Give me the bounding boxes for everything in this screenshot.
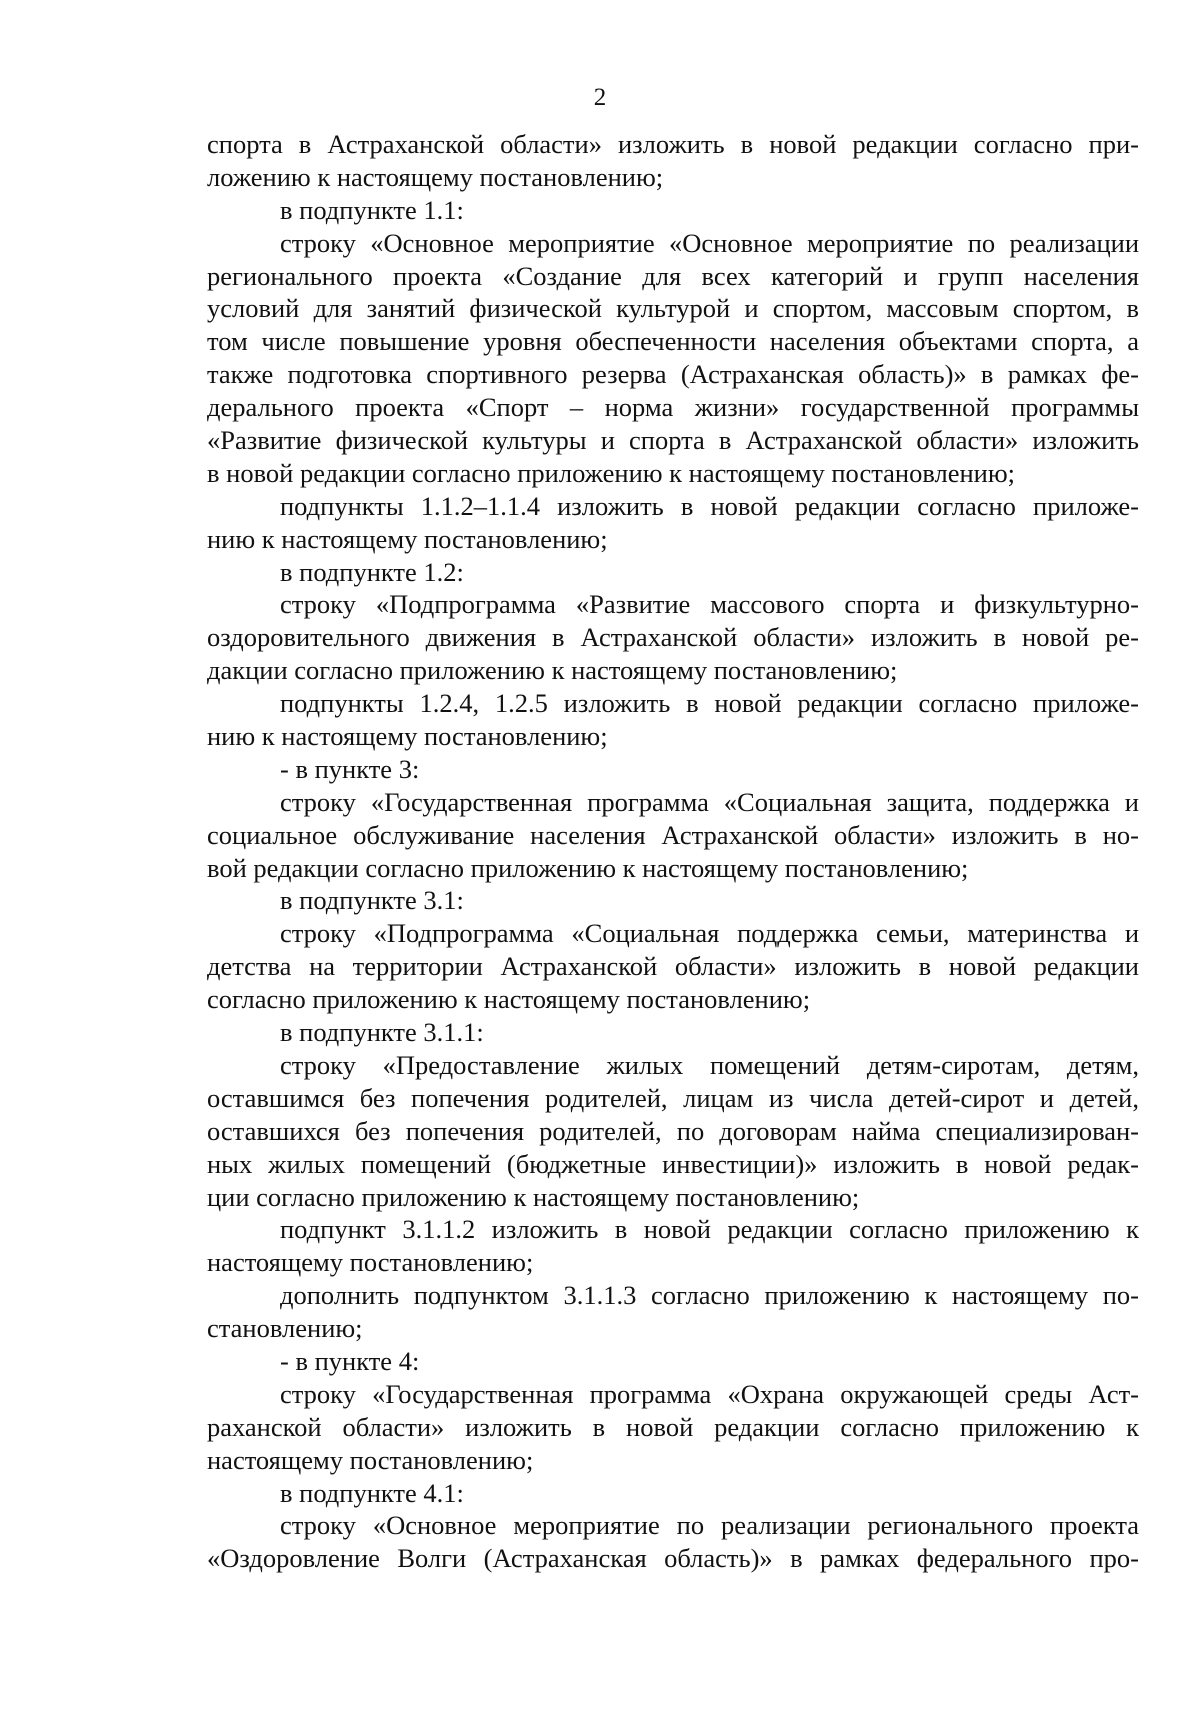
text-line: в подпункте 3.1: — [280, 885, 464, 916]
page-number: 2 — [593, 84, 607, 111]
document-body — [207, 128, 1139, 1575]
text-line: ных жилых помещений (бюджетные инвестиции)» изложить в новой редак- — [207, 1148, 1139, 1179]
text-line: - в пункте 4: — [280, 1345, 420, 1376]
text-line: дакции согласно приложению к настоящему постановлению; — [207, 655, 898, 686]
text-line: ложению к настоящему постановлению; — [207, 161, 664, 192]
text-line: дополнить подпунктом 3.1.1.3 согласно приложению к настоящему по- — [280, 1280, 1139, 1311]
text-line: в подпункте 3.1.1: — [280, 1017, 484, 1048]
text-line: нию к настоящему постановлению; — [207, 523, 608, 554]
text-line: условий для занятий физической культурой и спортом, массовым спортом, в — [207, 293, 1139, 324]
text-line: настоящему постановлению; — [207, 1247, 534, 1278]
text-line: «Оздоровление Волги (Астраханская область)» в рамках федерального про- — [207, 1543, 1139, 1574]
text-line: оздоровительного движения в Астраханской области» изложить в новой ре- — [207, 622, 1139, 653]
text-line: регионального проекта «Создание для всех категорий и групп населения — [207, 260, 1139, 291]
text-line: в подпункте 1.1: — [280, 194, 464, 225]
text-line: строку «Государственная программа «Социальная защита, поддержка и — [280, 786, 1139, 817]
text-line: оставшихся без попечения родителей, по договорам найма специализирован- — [207, 1115, 1139, 1146]
text-line: настоящему постановлению; — [207, 1444, 534, 1475]
text-line: вой редакции согласно приложению к настоящему постановлению; — [207, 852, 969, 883]
text-line: строку «Государственная программа «Охрана окружающей среды Аст- — [280, 1378, 1139, 1409]
text-line: нию к настоящему постановлению; — [207, 721, 608, 752]
text-line: раханской области» изложить в новой редакции согласно приложению к — [207, 1411, 1139, 1442]
text-line: спорта в Астраханской области» изложить в новой редакции согласно при- — [207, 129, 1139, 159]
text-line: подпункты 1.1.2–1.1.4 изложить в новой редакции согласно приложе- — [280, 490, 1139, 521]
text-line: становлению; — [207, 1313, 363, 1344]
text-line: в подпункте 1.2: — [280, 556, 464, 587]
text-line: оставшимся без попечения родителей, лицам из числа детей-сирот и детей, — [207, 1082, 1139, 1113]
text-line: детства на территории Астраханской области» изложить в новой редакции — [207, 951, 1139, 982]
text-line: подпункт 3.1.1.2 изложить в новой редакции согласно приложению к — [280, 1214, 1139, 1245]
text-line: строку «Подпрограмма «Развитие массового спорта и физкультурно- — [280, 589, 1139, 620]
text-line: ции согласно приложению к настоящему постановлению; — [207, 1181, 860, 1212]
text-line: в новой редакции согласно приложению к настоящему постановлению; — [207, 457, 1015, 488]
text-line: том числе повышение уровня обеспеченности населения объектами спорта, а — [207, 326, 1139, 357]
text-line: также подготовка спортивного резерва (Астраханская область)» в рамках фе- — [207, 359, 1139, 390]
text-line: строку «Предоставление жилых помещений детям-сиротам, детям, — [280, 1049, 1139, 1080]
text-line: строку «Основное мероприятие «Основное мероприятие по реализации — [280, 227, 1139, 258]
text-line: в подпункте 4.1: — [280, 1477, 464, 1508]
text-line: согласно приложению к настоящему постановлению; — [207, 984, 811, 1015]
text-line: - в пункте 3: — [280, 753, 420, 784]
text-line: строку «Подпрограмма «Социальная поддержка семьи, материнства и — [280, 918, 1139, 949]
text-line: социальное обслуживание населения Астраханской области» изложить в но- — [207, 819, 1139, 850]
text-line: строку «Основное мероприятие по реализации регионального проекта — [280, 1510, 1139, 1541]
text-line: «Развитие физической культуры и спорта в Астраханской области» изложить — [207, 425, 1139, 456]
text-line: дерального проекта «Спорт – норма жизни» государственной программы — [207, 392, 1139, 423]
text-line: подпункты 1.2.4, 1.2.5 изложить в новой редакции согласно приложе- — [280, 688, 1139, 719]
